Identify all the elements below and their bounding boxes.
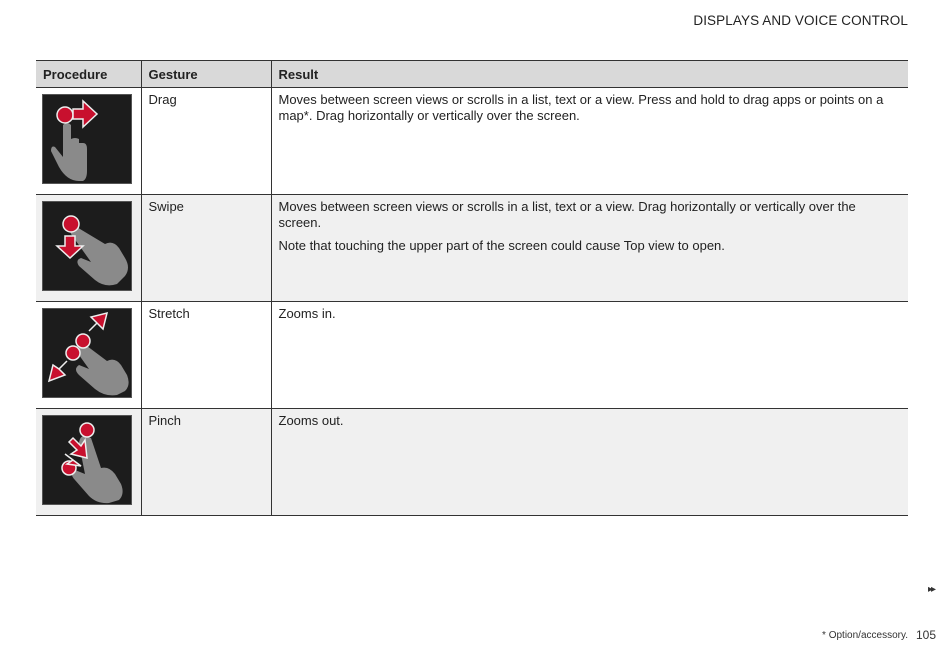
gesture-name: Stretch [141, 302, 271, 409]
procedure-cell [36, 409, 141, 516]
stretch-gesture-icon [42, 308, 132, 398]
page-number: 105 [915, 628, 936, 642]
result-note: Note that touching the upper part of the screen could cause Top view to open. [278, 238, 725, 253]
column-header-procedure: Procedure [36, 61, 141, 88]
procedure-cell [36, 88, 141, 195]
table-row [36, 88, 908, 195]
section-title: DISPLAYS AND VOICE CONTROL [693, 13, 908, 28]
result-text: Moves between screen views or scrolls in a list, text or a view. Press and hold to drag apps or points on a map*. Drag horizontally or vertically over the screen. [278, 92, 884, 123]
result-cell [271, 195, 908, 302]
column-header-gesture: Gesture [141, 61, 271, 88]
swipe-gesture-icon [42, 201, 132, 291]
result-cell [271, 302, 908, 409]
procedure-cell [36, 302, 141, 409]
gesture-name: Swipe [141, 195, 271, 302]
result-cell [271, 88, 908, 195]
continue-arrows-icon: ▸▸ [927, 584, 934, 595]
table-row [36, 195, 908, 302]
pinch-gesture-icon [42, 415, 132, 505]
footnote: * Option/accessory. [822, 630, 908, 641]
procedure-cell [36, 195, 141, 302]
gesture-name: Drag [141, 88, 271, 195]
table-header-row [36, 61, 908, 88]
result-text: Zooms in. [278, 306, 336, 321]
gestures-table [36, 60, 908, 516]
drag-gesture-icon [42, 94, 132, 184]
result-text: Zooms out. [278, 413, 344, 428]
column-header-result: Result [271, 61, 908, 88]
table-row [36, 409, 908, 516]
result-text: Moves between screen views or scrolls in a list, text or a view. Drag horizontally or vertically over the screen. [278, 199, 856, 230]
gesture-name: Pinch [141, 409, 271, 516]
table-row [36, 302, 908, 409]
result-cell [271, 409, 908, 516]
